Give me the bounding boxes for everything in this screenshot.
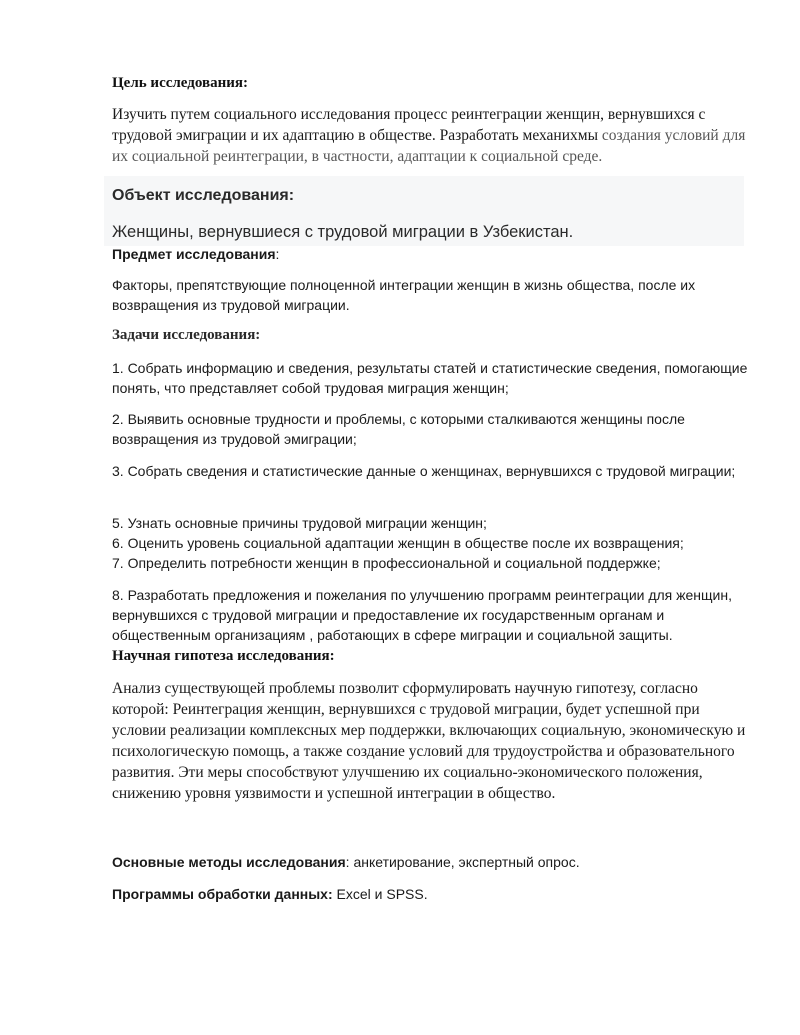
task-item-8: 8. Разработать предложения и пожелания по улучшению программ реинтеграции для женщин, вернувшихся с трудовой миграции и предоставление их государственным органам и общественным организациям , работающих в сфере миграции и социальной защиты. — [112, 587, 732, 643]
task-item-5: 5. Узнать основные причины трудовой миграции женщин; — [112, 515, 487, 531]
task-item-2: 2. Выявить основные трудности и проблемы, с которыми сталкиваются женщины после возвращения из трудовой эмиграции; — [112, 411, 685, 447]
software-value: Excel и SPSS. — [332, 886, 428, 902]
task-item-1: 1. Собрать информацию и сведения, результаты статей и статистические сведения, помогающие понять, что представляет собой трудовая миграция женщин; — [112, 360, 748, 396]
hypothesis-text: Анализ существующей проблемы позволит сформулировать научную гипотезу, согласно которой: Реинтеграция женщин, вернувшихся с трудовой миграции, будет успешной при условии реализации комплексных мер поддержки, включающих социальную, экономическую и психологическую помощь, а также создание условий для трудоустройства и образовательного развития. Эти меры способствуют улучшению их социально-экономического положения, снижению уровня уязвимости и успешной интеграции в общество. — [112, 680, 746, 802]
object-heading: Объект исследования: — [112, 187, 295, 204]
goal-text — [112, 104, 752, 167]
methods-line — [112, 852, 752, 872]
goal-heading: Цель исследования: — [112, 75, 248, 91]
subject-heading: Предмет исследования — [112, 246, 276, 262]
software-line — [112, 884, 752, 904]
tasks-heading: Задачи исследования: — [112, 327, 261, 343]
goal-text-tail: создания условий для их социальной реинтеграции, в частности, адаптации к социальной среде. — [112, 127, 746, 165]
subject-heading-colon: : — [275, 246, 280, 262]
methods-value: : анкетирование, экспертный опрос. — [345, 854, 580, 870]
software-label: Программы обработки данных: — [112, 886, 333, 902]
subject-text: Факторы, препятствующие полноценной интеграции женщин в жизнь общества, после их возвращения из трудовой миграции. — [112, 277, 696, 313]
subject-heading-line — [112, 244, 752, 264]
task-item-7: 7. Определить потребности женщин в профессиональной и социальной поддержке; — [112, 555, 661, 571]
object-text: Женщины, вернувшиеся с трудовой миграции в Узбекистан. — [112, 223, 574, 241]
methods-label: Основные методы исследования — [112, 854, 346, 870]
goal-text-main: Изучить путем социального исследования процесс реинтеграции женщин, вернувшихся с трудовой эмиграции и их адаптацию в обществе. Разработать механихмы — [112, 106, 706, 144]
task-item-6: 6. Оценить уровень социальной адаптации женщин в обществе после их возвращения; — [112, 535, 684, 551]
task-item-3: 3. Собрать сведения и статистические данные о женщинах, вернувшихся с трудовой миграции; — [112, 463, 736, 479]
hypothesis-heading: Научная гипотеза исследования: — [112, 648, 335, 664]
